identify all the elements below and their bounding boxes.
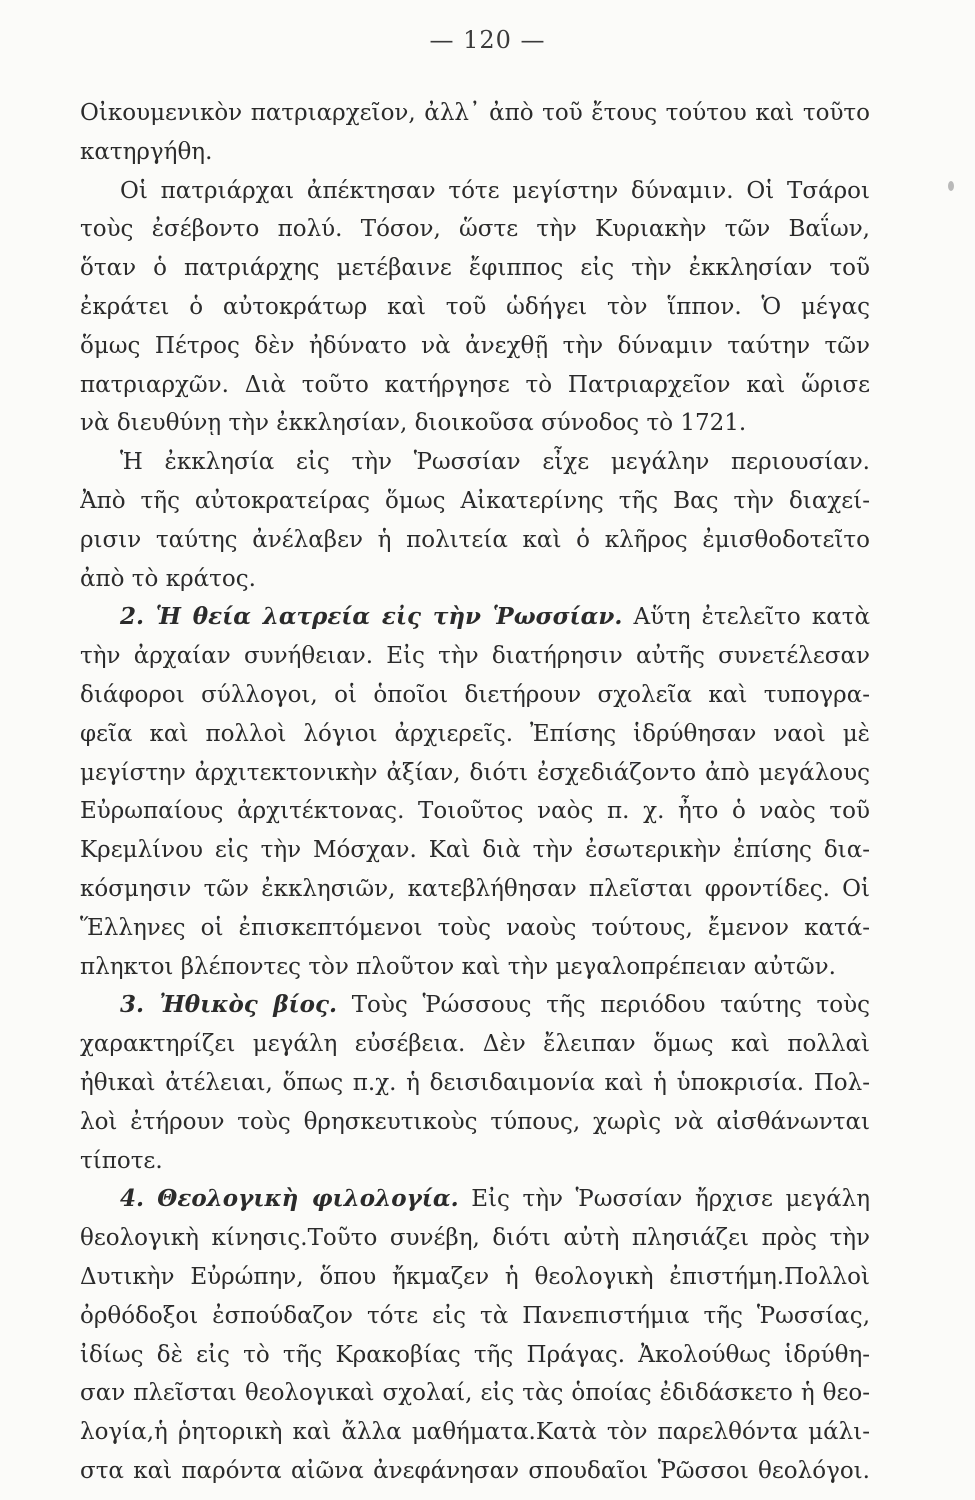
text-line (80, 210, 870, 249)
text-line (80, 831, 870, 870)
text-line (80, 172, 870, 211)
line-text: Κρεμλίνου εἰς τὴν Μόσχαν. Καὶ διὰ τὴν ἐσωτερικὴν ἐπίσης δια- (80, 837, 870, 864)
line-text: Εἰς τὴν Ῥωσσίαν ἤρχισε μεγάλη (458, 1186, 870, 1213)
line-text: Οἱ πατριάρχαι ἀπέκτησαν τότε μεγίστην δύναμιν. Οἱ Τσάροι (120, 177, 870, 204)
text-line (80, 482, 870, 521)
line-text: ἠθικαὶ ἀτέλειαι, ὅπως π.χ. ἡ δεισιδαιμονία καὶ ἡ ὑποκρισία. Πολ- (80, 1069, 870, 1096)
text-line (80, 1452, 870, 1491)
text-line (80, 1142, 870, 1181)
text-line (80, 327, 870, 366)
section-heading-line (80, 986, 870, 1025)
paper-speck (948, 181, 954, 191)
line-text: ἀπὸ τὸ κράτος. (80, 565, 256, 592)
line-text: Ἡ ἐκκλησία εἰς τὴν Ῥωσσίαν εἶχε μεγάλην περιουσίαν. (120, 449, 870, 476)
line-text: Οἰκουμενικὸν πατριαρχεῖον, ἀλλ᾽ ἀπὸ τοῦ ἔτους τούτου καὶ τοῦτο (80, 100, 870, 126)
text-line (80, 1103, 870, 1142)
line-text: Αὕτη ἐτελεῖτο κατὰ (622, 604, 870, 631)
text-line (80, 560, 870, 599)
line-text: λοὶ ἐτήρουν τοὺς θρησκευτικοὺς τύπους, χωρὶς νὰ αἰσθάνωνται (80, 1108, 870, 1135)
line-text: λογία,ἡ ῥητορικὴ καὶ ἄλλα μαθήματα.Κατὰ τὸν παρελθόντα μάλι- (80, 1419, 870, 1446)
text-line (80, 521, 870, 560)
text-line (80, 715, 870, 754)
line-text: φεῖα καὶ πολλοὶ λόγιοι ἀρχιερεῖς. Ἐπίσης ἱδρύθησαν ναοὶ μὲ (80, 720, 870, 747)
text-line (80, 133, 870, 172)
line-text: πληκτοι βλέποντες τὸν πλοῦτον καὶ τὴν μεγαλοπρέπειαν αὐτῶν. (80, 953, 836, 980)
text-line (80, 1297, 870, 1336)
text-line (80, 948, 870, 987)
line-text: ὀρθόδοξοι ἐσπούδαζον τότε εἰς τὰ Πανεπιστήμια τῆς Ῥωσσίας, (80, 1302, 870, 1329)
line-text: μεγίστην ἀρχιτεκτονικὴν ἀξίαν, διότι ἐσχεδιάζοντο ἀπὸ μεγάλους (80, 759, 870, 786)
line-text: Τοὺς Ῥώσσους τῆς περιόδου ταύτης τοὺς (336, 992, 870, 1019)
text-line (80, 366, 870, 405)
line-text: νὰ διευθύνῃ τὴν ἐκκλησίαν, διοικοῦσα σύνοδος τὸ 1721. (80, 410, 747, 437)
text-line (80, 870, 870, 909)
line-text: ὅμως Πέτρος δὲν ἠδύνατο νὰ ἀνεχθῇ τὴν δύναμιν ταύτην τῶν (80, 332, 870, 359)
line-text: κατηργήθη. (80, 138, 213, 165)
section-heading-line (80, 1180, 870, 1219)
line-text: τίποτε. (80, 1147, 163, 1174)
line-text: Ἀπὸ τῆς αὐτοκρατείρας ὅμως Αἰκατερίνης τῆς Βας τὴν διαχεί- (80, 487, 870, 514)
text-line (80, 94, 870, 133)
text-line (80, 1064, 870, 1103)
text-line (80, 1374, 870, 1413)
text-line (80, 1413, 870, 1452)
section-heading-line (80, 598, 870, 637)
line-text: Δυτικὴν Εὐρώπην, ὅπου ἤκμαζεν ἡ θεολογικὴ ἐπιστήμη.Πολλοὶ (80, 1263, 870, 1290)
text-line (80, 1336, 870, 1375)
page-number: — 120 — (429, 26, 546, 54)
line-text: τὴν ἀρχαίαν συνήθειαν. Εἰς τὴν διατήρησιν αὐτῆς συνετέλεσαν (80, 643, 870, 670)
text-line (80, 637, 870, 676)
line-text: ὅταν ὁ πατριάρχης μετέβαινε ἔφιππος εἰς τὴν ἐκκλησίαν τοῦ (80, 255, 870, 282)
text-line (80, 754, 870, 793)
text-line (80, 676, 870, 715)
line-text: σαν πλεῖσται θεολογικαὶ σχολαί, εἰς τὰς ὁποίας ἐδιδάσκετο ἡ θεο- (80, 1380, 870, 1407)
line-text: ρισιν ταύτης ἀνέλαβεν ἡ πολιτεία καὶ ὁ κλῆρος ἐμισθοδοτεῖτο (80, 526, 870, 553)
body-text (80, 94, 870, 1491)
line-text: κόσμησιν τῶν ἐκκλησιῶν, κατεβλήθησαν πλεῖσται φροντίδες. Οἱ (80, 875, 870, 902)
text-line (80, 1219, 870, 1258)
line-text: ἰδίως δὲ εἰς τὸ τῆς Κρακοβίας τῆς Πράγας. Ἀκολούθως ἱδρύθη- (80, 1341, 870, 1368)
line-text: ἐκράτει ὁ αὐτοκράτωρ καὶ τοῦ ὡδήγει τὸν ἵππον. Ὁ μέγας (80, 293, 870, 320)
line-text: στα καὶ παρόντα αἰῶνα ἀνεφάνησαν σπουδαῖοι Ῥῶσσοι θεολόγοι. (80, 1457, 870, 1484)
text-line (80, 1258, 870, 1297)
text-line (80, 909, 870, 948)
section-heading: 4. Θεολογικὴ φιλολογία. (120, 1185, 459, 1213)
line-text: θεολογικὴ κίνησις.Τοῦτο συνέβη, διότι αὐτὴ πλησιάζει πρὸς τὴν (80, 1225, 870, 1252)
line-text: διάφοροι σύλλογοι, οἱ ὁποῖοι διετήρουν σχολεῖα καὶ τυπογρα- (80, 681, 870, 708)
text-line (80, 443, 870, 482)
section-heading: 3. Ἠθικὸς βίος. (120, 991, 337, 1019)
line-text: Ἕλληνες οἱ ἐπισκεπτόμενοι τοὺς ναοὺς τούτους, ἔμενον κατά- (80, 914, 870, 941)
line-text: Εὐρωπαίους ἀρχιτέκτονας. Τοιοῦτος ναὸς π. χ. ἦτο ὁ ναὸς τοῦ (80, 798, 870, 825)
line-text: τοὺς ἐσέβοντο πολύ. Τόσον, ὥστε τὴν Κυριακὴν τῶν Βαΐων, (80, 216, 870, 243)
section-heading: 2. Ἡ θεία λατρεία εἰς τὴν Ῥωσσίαν. (120, 603, 623, 631)
text-line (80, 288, 870, 327)
line-text: πατριαρχῶν. Διὰ τοῦτο κατήργησε τὸ Πατριαρχεῖον καὶ ὥρισε (80, 371, 870, 398)
text-line (80, 1025, 870, 1064)
text-line (80, 249, 870, 288)
line-text: χαρακτηρίζει μεγάλη εὐσέβεια. Δὲν ἔλειπαν ὅμως καὶ πολλαὶ (80, 1031, 870, 1058)
text-line (80, 404, 870, 443)
text-line (80, 792, 870, 831)
